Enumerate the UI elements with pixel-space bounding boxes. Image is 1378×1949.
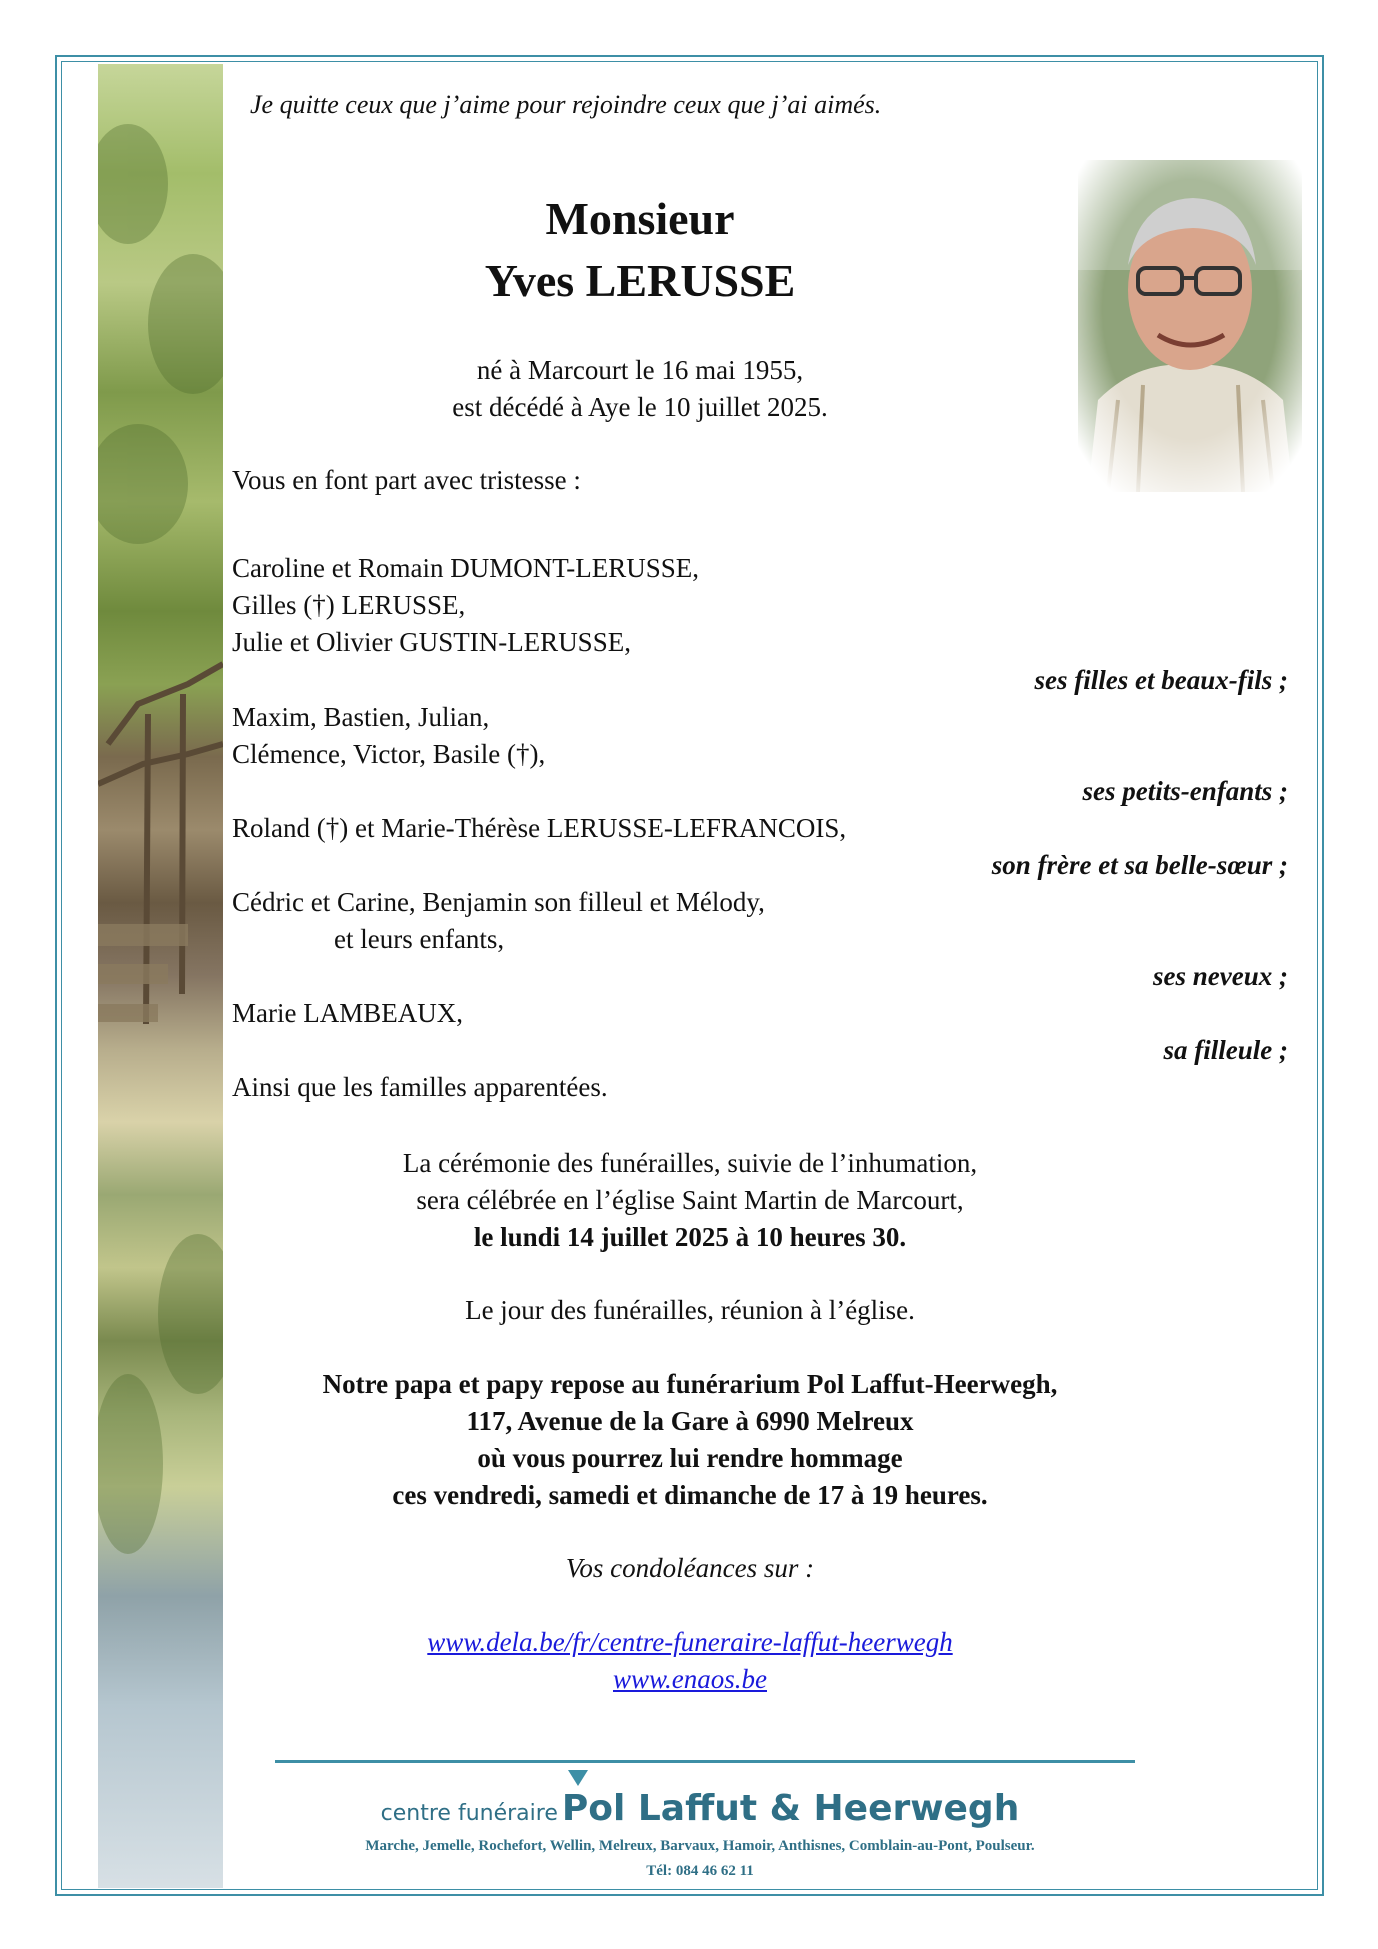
family-line: Maxim, Bastien, Julian, — [232, 702, 490, 732]
relation-label: ses neveux ; — [1153, 961, 1288, 991]
family-line: Ainsi que les familles apparentées. — [232, 1072, 608, 1102]
funerarium-line: où vous pourrez lui rendre hommage — [477, 1443, 903, 1473]
family-line: et leurs enfants, — [334, 924, 505, 954]
title-honorific: Monsieur — [545, 193, 735, 244]
title-name: Yves LERUSSE — [484, 255, 796, 306]
intro-text: Vous en font part avec tristesse : — [232, 465, 581, 495]
relation-label: ses petits-enfants ; — [1082, 776, 1288, 806]
family-line: Gilles (†) LERUSSE, — [232, 590, 466, 620]
condolences-link-dela[interactable]: www.dela.be/fr/centre-funeraire-laffut-heerwegh — [427, 1627, 953, 1657]
family-line: Clémence, Victor, Basile (†), — [232, 739, 546, 769]
footer-brand-small: centre funéraire — [380, 1801, 558, 1826]
ceremony-line: sera célébrée en l’église Saint Martin de Marcourt, — [416, 1185, 964, 1215]
footer-locations: Marche, Jemelle, Rochefort, Wellin, Melreux, Barvaux, Hamoir, Anthisnes, Comblain-au-Pont, Poulseur. — [365, 1838, 1035, 1854]
family-line: Caroline et Romain DUMONT-LERUSSE, — [232, 553, 699, 583]
relation-label: sa filleule ; — [1163, 1035, 1288, 1065]
quote: Je quitte ceux que j’aime pour rejoindre ceux que j’ai aimés. — [250, 90, 882, 119]
condolences-link-enaos[interactable]: www.enaos.be — [613, 1664, 767, 1694]
side-landscape-photo — [98, 64, 223, 1888]
ceremony-line: Le jour des funérailles, réunion à l’église. — [465, 1295, 915, 1325]
footer-divider — [275, 1760, 1135, 1763]
funerarium-line: ces vendredi, samedi et dimanche de 17 à 19 heures. — [392, 1480, 988, 1510]
relation-label: ses filles et beaux-fils ; — [1034, 665, 1288, 695]
footer-logo — [300, 1788, 1100, 1829]
funerarium-line: Notre papa et papy repose au funérarium Pol Laffut-Heerwegh, — [322, 1369, 1058, 1399]
family-line: Roland (†) et Marie-Thérèse LERUSSE-LEFRANCOIS, — [232, 813, 847, 843]
family-line: Cédric et Carine, Benjamin son filleul et Mélody, — [232, 887, 765, 917]
footer-phone: Tél: 084 46 62 11 — [646, 1863, 754, 1879]
footer-brand-name: Pol Laffut & Heerwegh — [561, 1788, 1020, 1829]
ceremony-datetime: le lundi 14 juillet 2025 à 10 heures 30. — [473, 1222, 907, 1252]
relation-label: son frère et sa belle-sœur ; — [991, 850, 1288, 880]
ceremony-line: La cérémonie des funérailles, suivie de l’inhumation, — [402, 1148, 978, 1178]
family-line: Julie et Olivier GUSTIN-LERUSSE, — [232, 627, 631, 657]
family-line: Marie LAMBEAUX, — [232, 998, 463, 1028]
portrait-photo — [1078, 160, 1302, 492]
footer-triangle-icon — [568, 1770, 588, 1786]
birth-info: né à Marcourt le 16 mai 1955, — [476, 355, 804, 385]
funerarium-line: 117, Avenue de la Gare à 6990 Melreux — [466, 1406, 914, 1436]
condolences-label: Vos condoléances sur : — [565, 1553, 815, 1583]
death-info: est décédé à Aye le 10 juillet 2025. — [452, 392, 828, 422]
